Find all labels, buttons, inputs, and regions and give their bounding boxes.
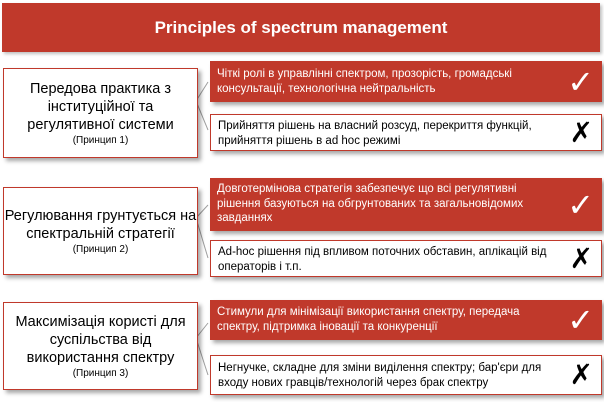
- principle-3-good-text: Стимули для мінімізації використання спектру, передача спектру, підтримка іновації та конкуренції: [217, 306, 520, 333]
- principle-1-number: (Принцип 1): [72, 134, 129, 146]
- principle-1-good-practice: [210, 61, 602, 102]
- principle-2-good-practice: [210, 178, 602, 231]
- principle-2-box: [3, 187, 198, 275]
- diagram-title: Principles of spectrum management: [2, 3, 600, 52]
- check-icon: ✓: [567, 62, 594, 101]
- check-icon: ✓: [567, 301, 594, 339]
- cross-icon: ✗: [569, 358, 593, 391]
- principle-3-bad-practice: [210, 355, 602, 395]
- principle-3-name: Максимізація користі для суспільства від використання спектру: [15, 313, 186, 366]
- principle-2-bad-practice: [210, 240, 602, 277]
- cross-icon: ✗: [569, 241, 593, 275]
- principle-2-number: (Принцип 2): [72, 243, 129, 255]
- principle-3-number: (Принцип 3): [72, 367, 129, 379]
- principle-2-name: Регулювання грунтується на спектральній стратегії: [4, 207, 197, 242]
- principle-3-box: [3, 302, 198, 390]
- cross-icon: ✗: [569, 115, 593, 149]
- principle-3-good-practice: [210, 300, 602, 340]
- principle-1-box: [3, 68, 198, 158]
- principle-1-bad-practice: [210, 114, 602, 151]
- principle-1-bad-text: Прийняття рішень на власний розсуд, перекриття функцій, прийняття рішень в ad hoc режимі: [218, 120, 532, 147]
- principle-1-name: Передова практика з інституційної та регулятивної системи: [27, 80, 174, 133]
- principle-1-good-text: Чіткі ролі в управлінні спектром, прозорість, громадські консультації, технологічна нейтральність: [217, 68, 512, 95]
- check-icon: ✓: [567, 185, 594, 224]
- principle-3-bad-text: Негнучке, складне для зміни виділення спектру; бар'єри для входу нових гравців/технологій через брак спектру: [218, 362, 542, 389]
- principle-2-good-text: Довготермінова стратегія забезпечує що всі регулятивні рішення базуються на обгрунтованих та загальновідомих завданнях: [217, 183, 524, 224]
- principle-2-bad-text: Ad-hoc рішення під впливом поточних обставин, аплікацій від операторів і т.п.: [218, 246, 547, 273]
